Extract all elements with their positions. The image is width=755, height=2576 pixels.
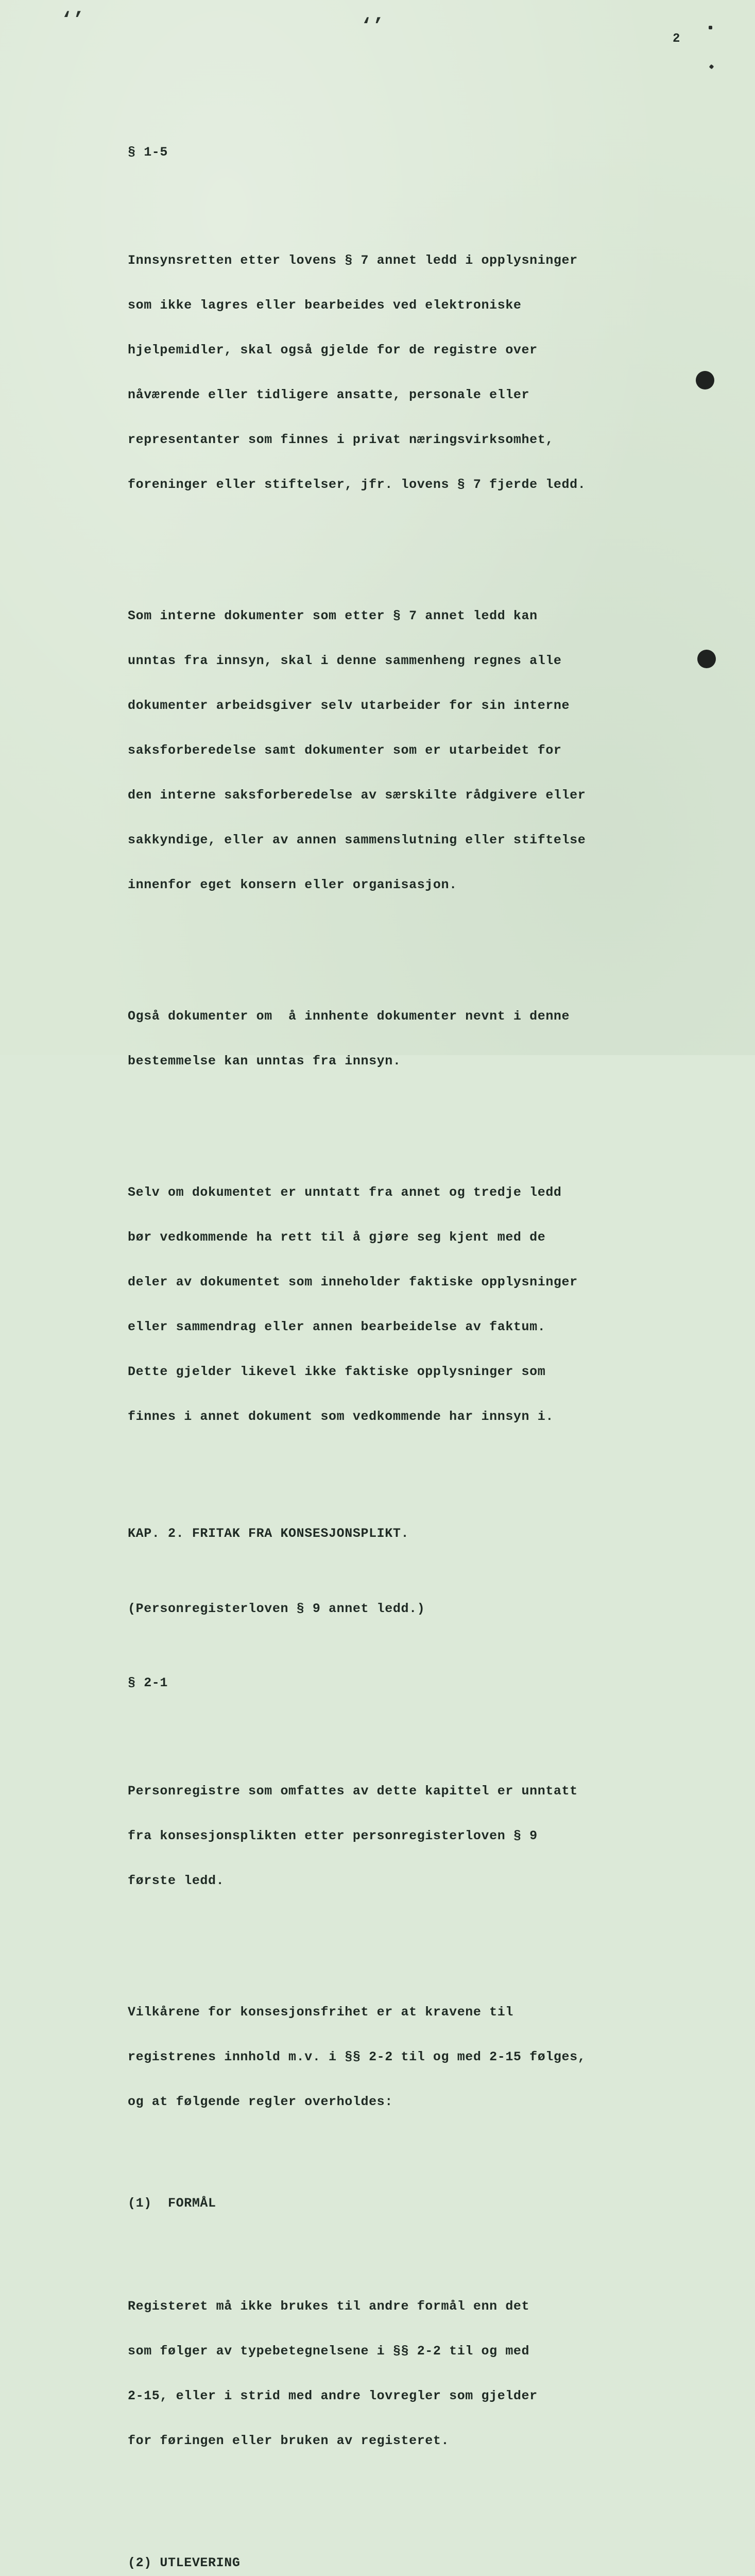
corner-mark-left: [61, 9, 84, 31]
text-line: Også dokumenter om å innhente dokumenter nevnt i denne: [128, 1009, 570, 1024]
paragraph-ogsa-dokumenter: [128, 979, 653, 1098]
text-line: Innsynsretten etter lovens § 7 annet ledd i opplysninger: [128, 253, 578, 268]
section-heading-2-1: § 2-1: [128, 1675, 168, 1690]
text-line: hjelpemidler, skal også gjelde for de registre over: [128, 343, 538, 358]
page-number: 2: [673, 32, 680, 46]
punch-hole-top: [696, 371, 714, 389]
text-line: Dette gjelder likevel ikke faktiske opplysninger som: [128, 1364, 546, 1379]
corner-mark-center: [361, 15, 384, 38]
text-line: eller sammendrag eller annen bearbeidelse av faktum.: [128, 1319, 546, 1334]
text-line: Selv om dokumentet er unntatt fra annet og tredje ledd: [128, 1185, 562, 1200]
paragraph-registeret: [128, 2269, 653, 2478]
text-line: finnes i annet dokument som vedkommende har innsyn i.: [128, 1409, 554, 1424]
text-line: den interne saksforberedelse av særskilte rådgivere eller: [128, 788, 586, 803]
text-line: representanter som finnes i privat næringsvirksomhet,: [128, 432, 554, 447]
paragraph-innsynsretten: [128, 223, 653, 522]
text-line: Vilkårene for konsesjonsfrihet er at kravene til: [128, 2005, 513, 2020]
text-line: unntas fra innsyn, skal i denne sammenheng regnes alle: [128, 653, 562, 668]
text-line: nåværende eller tidligere ansatte, personale eller: [128, 387, 530, 402]
scan-speck: [709, 64, 714, 70]
text-line: Som interne dokumenter som etter § 7 annet ledd kan: [128, 608, 538, 623]
text-line: og at følgende regler overholdes:: [128, 2094, 393, 2109]
text-line: Registeret må ikke brukes til andre formål enn det: [128, 2299, 530, 2314]
corner-mark-left-text: ‘’: [61, 9, 84, 31]
text-line: deler av dokumentet som inneholder faktiske opplysninger: [128, 1275, 578, 1290]
corner-mark-center-text: ‘’: [361, 15, 384, 38]
paragraph-personregistre: [128, 1754, 653, 1918]
text-line: 2-15, eller i strid med andre lovregler som gjelder: [128, 2388, 538, 2403]
subheading-utlevering: (2) UTLEVERING: [128, 2555, 241, 2570]
chapter-title: KAP. 2. FRITAK FRA KONSESJONSPLIKT.: [128, 1526, 409, 1541]
text-line: bestemmelse kan unntas fra innsyn.: [128, 1054, 401, 1069]
text-line: innenfor eget konsern eller organisasjon.: [128, 877, 457, 892]
paragraph-selv-om: [128, 1155, 653, 1454]
scan-speck: [709, 26, 712, 29]
text-line: saksforberedelse samt dokumenter som er utarbeidet for: [128, 743, 562, 758]
punch-hole-bottom: [697, 650, 716, 668]
document-body: [128, 100, 653, 2576]
text-line: foreninger eller stiftelser, jfr. lovens § 7 fjerde ledd.: [128, 477, 586, 492]
text-line: fra konsesjonsplikten etter personregisterloven § 9: [128, 1828, 538, 1843]
paragraph-interne-dokumenter: [128, 579, 653, 922]
text-line: bør vedkommende ha rett til å gjøre seg kjent med de: [128, 1230, 546, 1245]
text-line: sakkyndige, eller av annen sammenslutning eller stiftelse: [128, 833, 586, 848]
chapter-reference: (Personregisterloven § 9 annet ledd.): [128, 1601, 425, 1616]
paragraph-vilkarene: [128, 1975, 653, 2139]
text-line: for føringen eller bruken av registeret.: [128, 2433, 450, 2448]
text-line: som ikke lagres eller bearbeides ved elektroniske: [128, 298, 522, 313]
section-heading-1-5: § 1-5: [128, 145, 168, 160]
text-line: som følger av typebetegnelsene i §§ 2-2 til og med: [128, 2344, 530, 2359]
subheading-formal: (1) FORMÅL: [128, 2196, 216, 2211]
text-line: dokumenter arbeidsgiver selv utarbeider for sin interne: [128, 698, 570, 713]
text-line: første ledd.: [128, 1873, 225, 1888]
text-line: Personregistre som omfattes av dette kapittel er unntatt: [128, 1784, 578, 1799]
text-line: registrenes innhold m.v. i §§ 2-2 til og med 2-15 følges,: [128, 2049, 586, 2064]
